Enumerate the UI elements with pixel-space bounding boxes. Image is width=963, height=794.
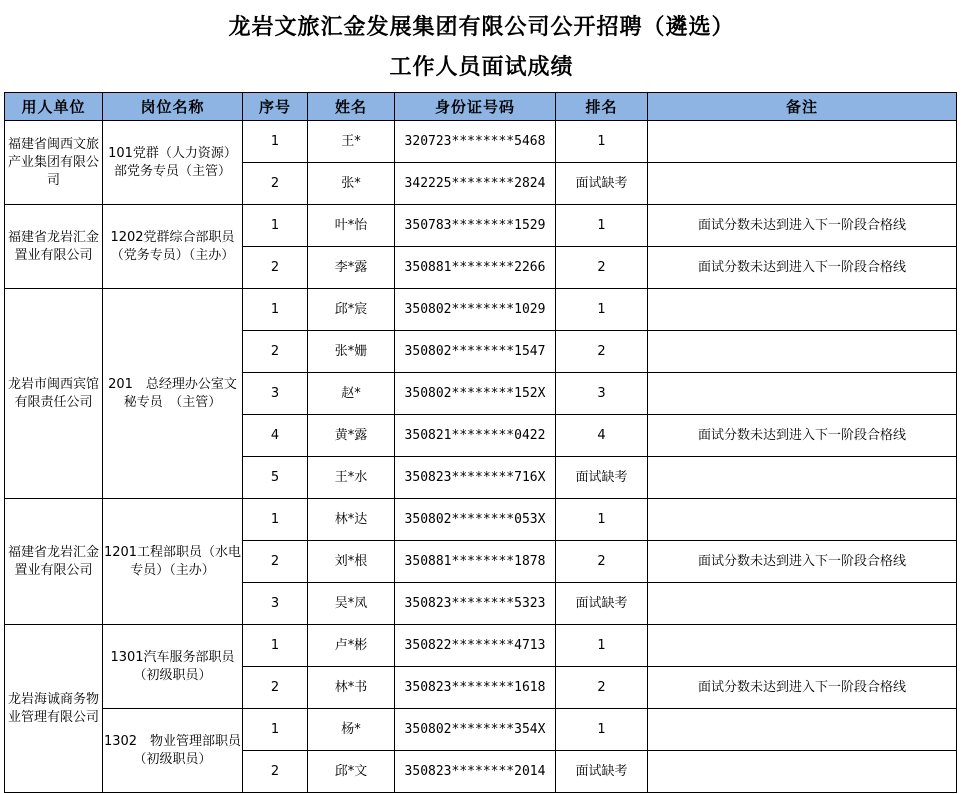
- id-cell: 350802********152X: [395, 373, 556, 415]
- id-cell: 350823********1618: [395, 667, 556, 709]
- title-line-2: 工作人员面试成绩: [389, 55, 574, 80]
- header-row: [5, 93, 957, 121]
- table-row: [5, 289, 957, 331]
- seq-cell: 5: [243, 457, 308, 499]
- rank-cell: 1: [556, 499, 648, 541]
- name-cell: 林*达: [308, 499, 395, 541]
- table-row: [5, 121, 957, 163]
- note-cell: [648, 499, 957, 541]
- post-cell: 1302 物业管理部职员 （初级职员）: [103, 709, 243, 793]
- note-cell: [648, 121, 957, 163]
- unit-cell: 福建省龙岩汇金置业有限公司: [5, 499, 103, 625]
- rank-cell: 2: [556, 247, 648, 289]
- note-cell: 面试分数未达到进入下一阶段合格线: [648, 667, 957, 709]
- name-cell: 叶*怡: [308, 205, 395, 247]
- header-note: 备注: [648, 93, 957, 121]
- name-cell: 王*水: [308, 457, 395, 499]
- seq-cell: 3: [243, 373, 308, 415]
- name-cell: 杨*: [308, 709, 395, 751]
- post-cell: 1201工程部职员（水电专员）（主办）: [103, 499, 243, 625]
- seq-cell: 2: [243, 667, 308, 709]
- name-cell: 卢*彬: [308, 625, 395, 667]
- name-cell: 林*书: [308, 667, 395, 709]
- seq-cell: 3: [243, 583, 308, 625]
- seq-cell: 2: [243, 163, 308, 205]
- name-cell: 赵*: [308, 373, 395, 415]
- id-cell: 350821********0422: [395, 415, 556, 457]
- title-line-1: 龙岩文旅汇金发展集团有限公司公开招聘（遴选）: [228, 15, 735, 40]
- id-cell: 350881********1878: [395, 541, 556, 583]
- seq-cell: 1: [243, 499, 308, 541]
- seq-cell: 2: [243, 541, 308, 583]
- rank-cell: 1: [556, 289, 648, 331]
- header-seq: 序号: [243, 93, 308, 121]
- seq-cell: 2: [243, 331, 308, 373]
- unit-cell: 福建省闽西文旅产业集团有限公司: [5, 121, 103, 205]
- note-cell: [648, 583, 957, 625]
- header-id: 身份证号码: [395, 93, 556, 121]
- document-title: [0, 0, 963, 92]
- rank-cell: 2: [556, 331, 648, 373]
- header-name: 姓名: [308, 93, 395, 121]
- name-cell: 张*: [308, 163, 395, 205]
- id-cell: 342225********2824: [395, 163, 556, 205]
- unit-cell: 龙岩市闽西宾馆有限责任公司: [5, 289, 103, 499]
- name-cell: 李*露: [308, 247, 395, 289]
- id-cell: 350823********5323: [395, 583, 556, 625]
- rank-cell: 1: [556, 709, 648, 751]
- seq-cell: 1: [243, 625, 308, 667]
- note-cell: 面试分数未达到进入下一阶段合格线: [648, 247, 957, 289]
- name-cell: 黄*露: [308, 415, 395, 457]
- id-cell: 350802********1547: [395, 331, 556, 373]
- seq-cell: 1: [243, 121, 308, 163]
- name-cell: 邱*文: [308, 751, 395, 793]
- post-cell: 1301汽车服务部职员 （初级职员）: [103, 625, 243, 709]
- id-cell: 350802********053X: [395, 499, 556, 541]
- seq-cell: 1: [243, 205, 308, 247]
- table-row: [5, 205, 957, 247]
- note-cell: [648, 163, 957, 205]
- post-cell: 1202党群综合部职员（党务专员）（主办）: [103, 205, 243, 289]
- note-cell: [648, 457, 957, 499]
- note-cell: [648, 289, 957, 331]
- name-cell: 邱*宸: [308, 289, 395, 331]
- note-cell: 面试分数未达到进入下一阶段合格线: [648, 415, 957, 457]
- rank-cell: 1: [556, 121, 648, 163]
- name-cell: 张*姗: [308, 331, 395, 373]
- note-cell: [648, 331, 957, 373]
- rank-cell: 1: [556, 625, 648, 667]
- id-cell: 350802********1029: [395, 289, 556, 331]
- seq-cell: 2: [243, 247, 308, 289]
- note-cell: 面试分数未达到进入下一阶段合格线: [648, 541, 957, 583]
- note-cell: [648, 625, 957, 667]
- note-cell: 面试分数未达到进入下一阶段合格线: [648, 205, 957, 247]
- name-cell: 王*: [308, 121, 395, 163]
- rank-cell: 面试缺考: [556, 751, 648, 793]
- rank-cell: 面试缺考: [556, 163, 648, 205]
- name-cell: 刘*根: [308, 541, 395, 583]
- unit-cell: 龙岩海诚商务物业管理有限公司: [5, 625, 103, 793]
- header-unit: 用人单位: [5, 93, 103, 121]
- rank-cell: 1: [556, 205, 648, 247]
- name-cell: 吴*凤: [308, 583, 395, 625]
- id-cell: 320723********5468: [395, 121, 556, 163]
- table-row: [5, 709, 957, 751]
- rank-cell: 面试缺考: [556, 457, 648, 499]
- id-cell: 350881********2266: [395, 247, 556, 289]
- rank-cell: 2: [556, 667, 648, 709]
- table-row: [5, 625, 957, 667]
- table-row: [5, 499, 957, 541]
- results-table: [4, 92, 957, 793]
- note-cell: [648, 751, 957, 793]
- seq-cell: 1: [243, 709, 308, 751]
- id-cell: 350823********2014: [395, 751, 556, 793]
- id-cell: 350822********4713: [395, 625, 556, 667]
- header-rank: 排名: [556, 93, 648, 121]
- post-cell: 201 总经理办公室文秘专员 （主管）: [103, 289, 243, 499]
- rank-cell: 3: [556, 373, 648, 415]
- rank-cell: 面试缺考: [556, 583, 648, 625]
- id-cell: 350783********1529: [395, 205, 556, 247]
- rank-cell: 2: [556, 541, 648, 583]
- note-cell: [648, 709, 957, 751]
- post-cell: 101党群（人力资源）部党务专员（主管）: [103, 121, 243, 205]
- rank-cell: 4: [556, 415, 648, 457]
- header-post: 岗位名称: [103, 93, 243, 121]
- id-cell: 350823********716X: [395, 457, 556, 499]
- seq-cell: 4: [243, 415, 308, 457]
- seq-cell: 1: [243, 289, 308, 331]
- note-cell: [648, 373, 957, 415]
- id-cell: 350802********354X: [395, 709, 556, 751]
- seq-cell: 2: [243, 751, 308, 793]
- unit-cell: 福建省龙岩汇金置业有限公司: [5, 205, 103, 289]
